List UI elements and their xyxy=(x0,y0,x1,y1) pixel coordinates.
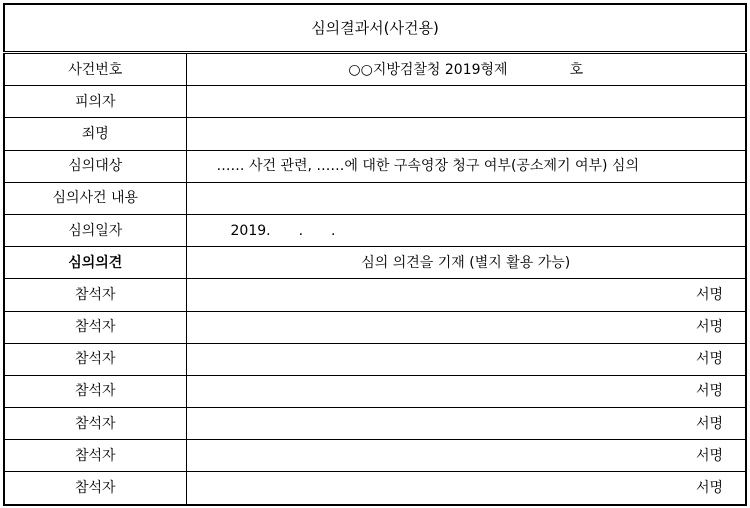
charge-label: 죄명 xyxy=(4,118,186,150)
opinion-row xyxy=(4,247,746,279)
subject-label: 심의대상 xyxy=(4,150,186,182)
subject-row xyxy=(4,150,746,182)
opinion-label: 심의의견 xyxy=(4,247,186,279)
case-number-row xyxy=(4,53,746,86)
case-content-value xyxy=(186,182,746,214)
attendee-signature: 서명 xyxy=(186,440,746,472)
attendee-signature: 서명 xyxy=(186,375,746,407)
case-number-suffix: 호 xyxy=(569,61,584,78)
attendee-row xyxy=(4,375,746,407)
attendee-signature: 서명 xyxy=(186,279,746,311)
subject-value: …… 사건 관련, ……에 대한 구속영장 청구 여부(공소제기 여부) 심의 xyxy=(186,150,746,182)
attendee-row xyxy=(4,279,746,311)
date-month-dot: . xyxy=(298,222,304,239)
case-number-prefix: ○○지방검찰청 2019형제 xyxy=(348,61,508,78)
attendee-row xyxy=(4,440,746,472)
opinion-value: 심의 의견을 기재 (별지 활용 가능) xyxy=(186,247,746,279)
date-row xyxy=(4,214,746,246)
attendee-label: 참석자 xyxy=(4,375,186,407)
charge-row xyxy=(4,118,746,150)
attendee-label: 참석자 xyxy=(4,279,186,311)
attendee-signature: 서명 xyxy=(186,311,746,343)
attendee-row xyxy=(4,472,746,505)
case-content-row xyxy=(4,182,746,214)
suspect-value xyxy=(186,86,746,118)
attendee-signature: 서명 xyxy=(186,472,746,505)
deliberation-result-form xyxy=(3,3,747,506)
attendee-row xyxy=(4,311,746,343)
date-day-dot: . xyxy=(331,222,336,239)
attendee-label: 참석자 xyxy=(4,311,186,343)
attendee-row xyxy=(4,343,746,375)
date-label: 심의일자 xyxy=(4,214,186,246)
case-number-value xyxy=(186,53,746,86)
attendee-label: 참석자 xyxy=(4,408,186,440)
date-year: 2019. xyxy=(230,222,271,239)
attendee-label: 참석자 xyxy=(4,343,186,375)
case-number-label: 사건번호 xyxy=(4,53,186,86)
document-title: 심의결과서(사건용) xyxy=(4,4,746,53)
attendee-signature: 서명 xyxy=(186,408,746,440)
suspect-row xyxy=(4,86,746,118)
attendee-signature: 서명 xyxy=(186,343,746,375)
date-value xyxy=(186,214,746,246)
title-row xyxy=(4,4,746,53)
attendee-label: 참석자 xyxy=(4,472,186,505)
suspect-label: 피의자 xyxy=(4,86,186,118)
attendee-label: 참석자 xyxy=(4,440,186,472)
attendee-row xyxy=(4,408,746,440)
charge-value xyxy=(186,118,746,150)
case-content-label: 심의사건 내용 xyxy=(4,182,186,214)
